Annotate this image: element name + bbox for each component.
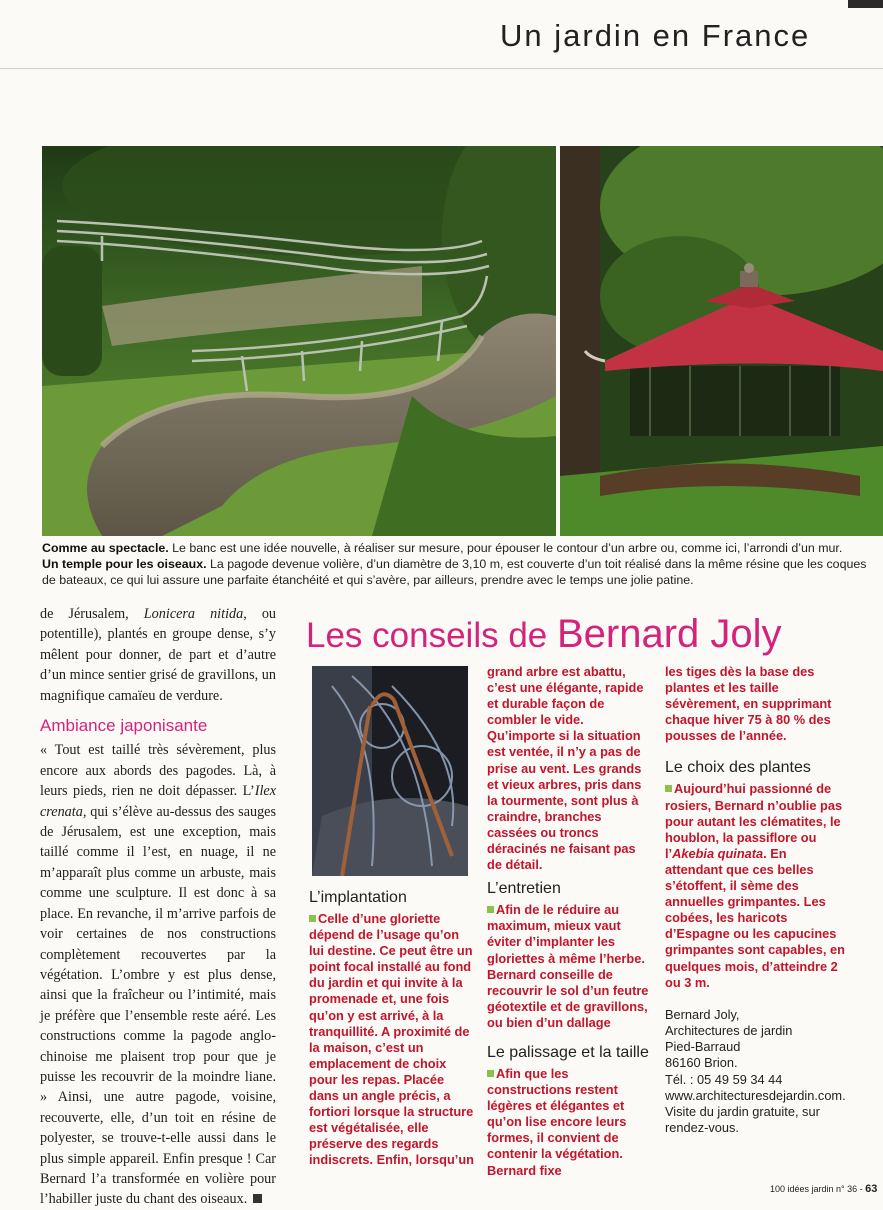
advice-column-3 <box>665 664 845 1136</box>
caption-lead-2: Un temple pour les oiseaux. <box>42 557 207 571</box>
contact-place: Pied-Barraud <box>665 1039 741 1055</box>
advice-column-2 <box>487 664 652 1179</box>
advice-text: Afin que les constructions restent légères et élégantes et qu’on lise encore leurs formes, il convient de contenir la végétation. Bernard fixe <box>487 1065 627 1178</box>
green-bullet <box>487 1070 494 1077</box>
contact-phone: Tél. : 05 49 59 34 44 <box>665 1071 783 1087</box>
contact-city: 86160 Brion. <box>665 1055 738 1071</box>
page-number: 63 <box>865 1183 878 1195</box>
green-bullet <box>487 906 494 913</box>
advice-headline: Les conseils de Bernard Joly <box>306 612 782 656</box>
green-bullet <box>309 915 316 922</box>
caption-text-2: La pagode devenue volière, d’un diamètre de 3,10 m, est couverte d’un toit réalisé dans la même résine que les coques de bateaux, ce qui lui assure une parfaite étanchéité et qui s’avère, par ailleurs, prendre avec le temps une jolie patine. <box>42 557 867 587</box>
end-of-article-mark <box>253 1194 262 1203</box>
plant-name: Ilex crenata <box>40 783 276 820</box>
header-rule <box>0 68 883 69</box>
pagoda-photo <box>560 146 883 536</box>
contact-company: Architectures de jardin <box>665 1022 793 1038</box>
bench-garden-photo <box>42 146 556 536</box>
contact-website: www.architecturesdejardin.com. Visite du jardin gratuite, sur rendez-vous. <box>665 1087 846 1136</box>
contact-block <box>665 1007 845 1137</box>
article-paragraph-2: « Tout est taillé très sévèrement, plus encore aux abords des pagodes. Là, à leurs pieds, rien ne doit dépasser. L’Ilex crenata, qui s’élève au-dessus des sauges de Jérusalem, est une exception, mais taillé comme il l’est, en nuage, il ne m’apparaît plus comme un arbuste, mais comme une sculpture. Il est donc à sa place. En revanche, il m’arrive parfois de voir certaines de nos constructions complètement recouvertes par la végétation. L’ombre y est plus dense, ainsi que la fraîcheur ou l’intimité, mais je préfère que l’ensemble reste aéré. Les constructions comme la pagode anglo-chinoise me plaisent trop pour que je puisse les recouvrir de la moindre liane. » Ainsi, une autre pagode, voisine, recouverte, elle, d’un toit en résine de polyester, se trouve-t-elle aussi dans le plus simple appareil. Enfin presque ! Car Bernard l’a transformée en volière pour l’habiller juste du chant des oiseaux. <box>40 742 276 1208</box>
advice-text: Celle d’une gloriette dépend de l’usage qu’on lui destine. Ce peut être un point focal installé au fond du jardin et qui invite à la promenade et, une fois qu’on y est arrivé, à la tranquillité. A proximité de la maison, c’est un emplacement de choix pour les repas. Placée dans un angle précis, a fortiori lorsque la structure est végétalisée, elle préserve des regards indiscrets. Enfin, lorsqu’un <box>309 911 474 1168</box>
plant-name: Akebia quinata <box>672 845 764 861</box>
advice-subheading: Le palissage et la taille <box>487 1043 649 1061</box>
page-footer <box>770 1183 877 1195</box>
article-subheading: Ambiance japonisante <box>40 716 208 736</box>
article-paragraph-1: de Jérusalem, Lonicera nitida, ou potentille), plantés en groupe dense, s’y mêlent pour donner, de part et d’autre d’un mince sentier grisé de gravillons, un magnifique camaïeu de verdure. <box>40 606 276 704</box>
advice-column-1 <box>309 882 475 1169</box>
advice-subheading: Le choix des plantes <box>665 759 811 777</box>
magazine-issue: 100 idées jardin n° 36 - <box>770 1184 866 1194</box>
photo-caption <box>42 540 872 588</box>
advice-text: Afin de le réduire au maximum, mieux vaut éviter d’implanter les gloriettes à même l’herbe. Bernard conseille de recouvrir le sol d’un feutre géotextile et de gravillons, ou bien d’un dallage <box>487 902 649 1030</box>
metal-bench-detail-photo <box>312 666 468 876</box>
article-column <box>40 604 276 1210</box>
plant-name: Lonicera nitida <box>143 606 244 622</box>
caption-text-1: Le banc est une idée nouvelle, à réaliser sur mesure, pour épouser le contour d’un arbre ou, comme ici, l’arrondi d’un mur. <box>168 541 843 555</box>
section-title: Un jardin en France <box>500 18 811 53</box>
advice-subheading: L’entretien <box>487 880 561 898</box>
contact-name: Bernard Joly, <box>665 1006 740 1022</box>
advice-text: grand arbre est abattu, c’est une élégante, rapide et durable façon de combler le vide. Qu’importe si la situation est ventée, il n’y a pas de prise au vent. Les grands et vieux arbres, pris dans la tourmente, sont plus à craindre, branches cassées ou troncs déracinés ne faisant pas de détail. <box>487 664 644 873</box>
corner-tab <box>848 0 883 8</box>
advice-text: Aujourd’hui passionné de rosiers, Bernard n’oublie pas pour autant les clématites, le houblon, la passiflore ou l’Akebia quinata. En attendant que ces belles s’étoffent, il sème des annuelles grimpantes. Les cobées, les haricots d’Espagne ou les capucines grimpantes sont capables, en quelques mois, d’atteindre 2 ou 3 m. <box>665 781 845 990</box>
advice-text: les tiges dès la base des plantes et les taille sévèrement, en supprimant chaque hiver 75 à 80 % des pousses de l’année. <box>665 664 832 744</box>
green-bullet <box>665 785 672 792</box>
advice-subheading: L’implantation <box>309 889 407 906</box>
caption-lead-1: Comme au spectacle. <box>42 541 169 555</box>
